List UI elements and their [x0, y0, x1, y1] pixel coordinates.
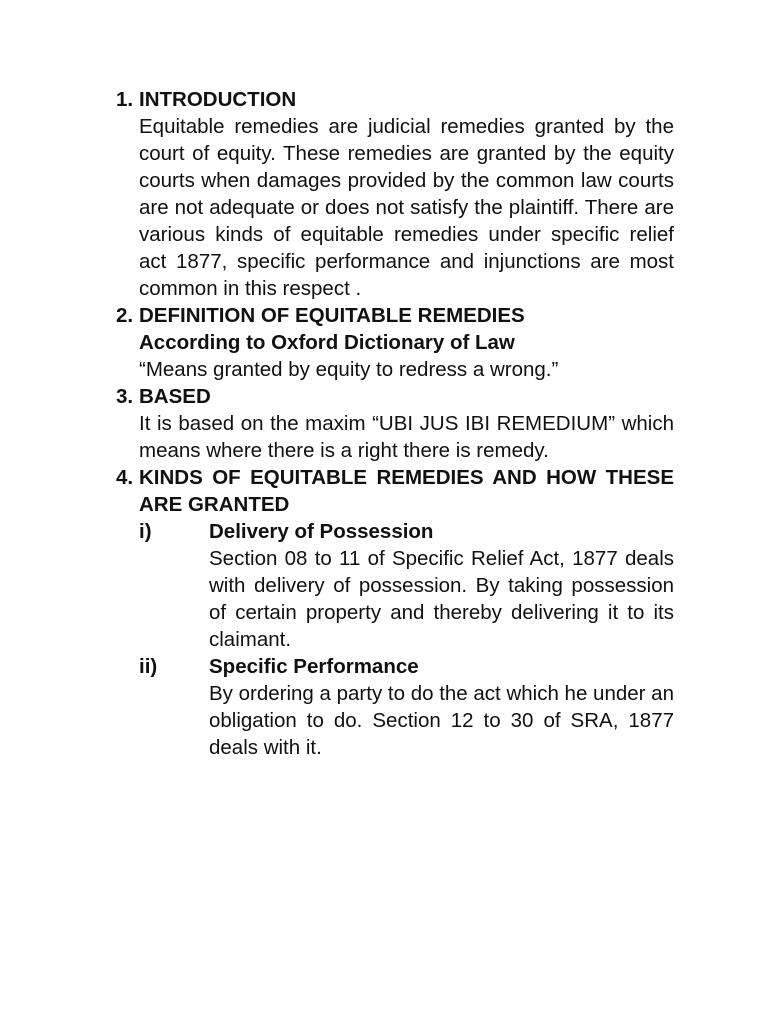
subsection-paragraph: By ordering a party to do the act which he under an obligation to do. Section 12 to 30 of SRA, 1877 deals with it. [209, 682, 674, 759]
section-kinds [116, 464, 674, 518]
section-paragraph: Equitable remedies are judicial remedies granted by the court of equity. These remedies are granted by the equity courts when damages provided by the common law courts are not adequate or does not satisfy the plaintiff. There are various kinds of equitable remedies under specific relief act 1877, specific performance and injunctions are most common in this respect . [139, 115, 674, 300]
section-paragraph: It is based on the maxim “UBI JUS IBI REMEDIUM” which means where there is a right there is remedy. [139, 412, 674, 462]
definition-quote: “Means granted by equity to redress a wrong.” [139, 358, 559, 381]
section-introduction [116, 86, 674, 302]
section-heading: DEFINITION OF EQUITABLE REMEDIES [139, 304, 525, 327]
subsection-paragraph: Section 08 to 11 of Specific Relief Act, 1877 deals with delivery of possession. By taking possession of certain property and thereby delivering it to its claimant. [209, 547, 674, 651]
section-definition [116, 302, 674, 383]
subsection-specific-performance [116, 653, 674, 761]
section-number: 2. [116, 304, 134, 327]
subsection-delivery-of-possession [116, 518, 674, 653]
subsection-title: Specific Performance [209, 655, 419, 678]
subsection-title: Delivery of Possession [209, 520, 434, 543]
subsection-number: i) [139, 520, 152, 543]
section-heading: KINDS OF EQUITABLE REMEDIES AND HOW THESE ARE GRANTED [139, 466, 674, 516]
section-subheading: According to Oxford Dictionary of Law [139, 331, 515, 354]
section-number: 1. [116, 88, 134, 111]
section-heading: INTRODUCTION [139, 88, 297, 111]
section-heading: BASED [139, 385, 211, 408]
section-number: 4. [116, 466, 134, 489]
section-number: 3. [116, 385, 134, 408]
subsection-number: ii) [139, 655, 158, 678]
section-based [116, 383, 674, 464]
